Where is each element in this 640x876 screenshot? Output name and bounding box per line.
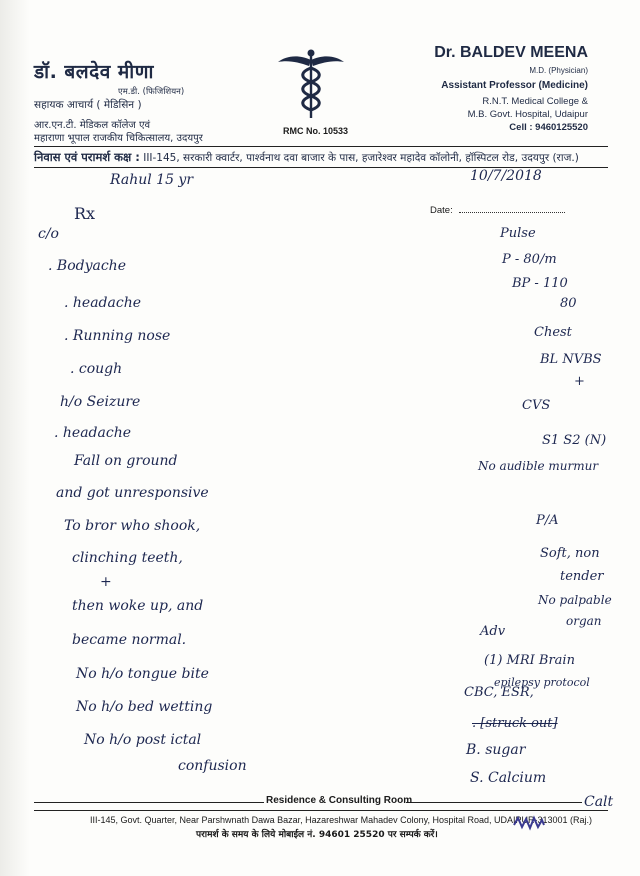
exam-line: P - 80/m <box>502 252 557 267</box>
doctor-name-english: Dr. BALDEV MEENA <box>434 44 588 61</box>
history-line: No h/o tongue bite <box>76 666 209 682</box>
footer-title: Residence & Consulting Room <box>266 795 413 806</box>
post-hindi: सहायक आचार्य ( मेडिसिन ) <box>34 99 142 111</box>
history-line: No h/o bed wetting <box>76 699 213 715</box>
exam-line: No audible murmur <box>478 459 599 473</box>
advice-line: Adv <box>480 624 506 639</box>
history-line: No h/o post ictal <box>84 732 202 748</box>
history-line: confusion <box>178 758 247 774</box>
history-line: Fall on ground <box>74 453 178 469</box>
exam-line: No palpable <box>538 593 612 607</box>
exam-line: organ <box>566 614 602 628</box>
hospital-english: M.B. Govt. Hospital, Udaipur <box>467 109 588 120</box>
hospital-hindi: महाराणा भूपाल राजकीय चिकित्सालय, उदयपुर <box>34 133 203 144</box>
exam-line: tender <box>560 569 604 584</box>
header-rule-top <box>34 146 608 147</box>
advice-line: Calt <box>584 794 614 810</box>
exam-line: CVS <box>522 398 551 413</box>
residence-label: निवास एवं परामर्श कक्ष : <box>34 150 140 164</box>
exam-line: Pulse <box>500 226 536 241</box>
cell-number: Cell : 9460125520 <box>509 122 588 133</box>
doctor-name-hindi: डॉ. बलदेव मीणा <box>34 61 154 83</box>
history-line: h/o Seizure <box>60 394 141 410</box>
residence-bar <box>34 150 579 165</box>
co-label: c/o <box>38 226 59 242</box>
exam-line: + <box>574 374 585 389</box>
rx-symbol: Rx <box>74 204 96 223</box>
exam-line: P/A <box>536 513 559 528</box>
date-label: Date: <box>430 205 453 216</box>
date-dotted-line <box>459 212 565 213</box>
ink-scribble-icon <box>512 815 546 831</box>
history-line: clinching teeth, <box>72 550 183 566</box>
footer-address: III-145, Govt. Quarter, Near Parshwnath Dawa Bazar, Hazareshwar Mahadev Colony, Hospital Road, UDAIPUR-313001 (Raj.) <box>90 815 593 825</box>
exam-line: S1 S2 (N) <box>542 433 607 448</box>
advice-line-struck: . [struck out] <box>472 716 558 731</box>
exam-line: BL NVBS <box>540 352 602 367</box>
exam-line: Soft, non <box>540 546 600 561</box>
advice-line: (1) MRI Brain <box>484 653 575 668</box>
patient-name-handwritten: Rahul 15 yr <box>110 172 194 188</box>
page-shadow-edge <box>0 0 30 876</box>
history-line: became normal. <box>72 632 187 648</box>
history-line: and got unresponsive <box>56 485 209 501</box>
footer-rule-left <box>34 802 264 803</box>
advice-line: epilepsy protocol <box>494 676 590 689</box>
exam-line: Chest <box>534 325 572 340</box>
college-english: R.N.T. Medical College & <box>482 96 588 107</box>
exam-line: 80 <box>560 296 577 311</box>
degree-hindi: एम.डी. (फिजिशियन) <box>118 87 185 97</box>
advice-line: S. Calcium <box>470 770 547 786</box>
college-hindi: आर.एन.टी. मेडिकल कॉलेज एवं <box>34 120 151 131</box>
history-line: . headache <box>64 295 141 311</box>
post-english: Assistant Professor (Medicine) <box>441 80 588 91</box>
history-line: . headache <box>54 425 131 441</box>
date-handwritten: 10/7/2018 <box>470 168 542 184</box>
degree-english: M.D. (Physician) <box>529 66 588 75</box>
history-line: + <box>100 574 112 590</box>
history-line: then woke up, and <box>72 598 204 614</box>
footer-rule-bottom <box>34 810 608 811</box>
footer-mobile-note: परामर्श के समय के लिये मोबाईल नं. 94601 25520 पर सम्पर्क करें। <box>196 830 438 840</box>
residence-address: III-145, सरकारी क्वार्टर, पार्श्वनाथ दवा बाजार के पास, हजारेश्वर महादेव कॉलोनी, हॉस्पिटल रोड, उदयपुर (राज.) <box>143 152 579 164</box>
exam-line: BP - 110 <box>512 276 568 291</box>
history-line: . Running nose <box>64 328 171 344</box>
history-line: To bror who shook, <box>64 518 201 534</box>
footer-rule-right <box>406 802 582 803</box>
caduceus-icon <box>276 48 346 120</box>
advice-line: CBC, ESR, <box>464 685 534 700</box>
history-line: . cough <box>70 361 123 377</box>
rmc-number: RMC No. 10533 <box>283 126 349 136</box>
history-line: . Bodyache <box>48 258 126 274</box>
advice-line: B. sugar <box>466 742 526 758</box>
